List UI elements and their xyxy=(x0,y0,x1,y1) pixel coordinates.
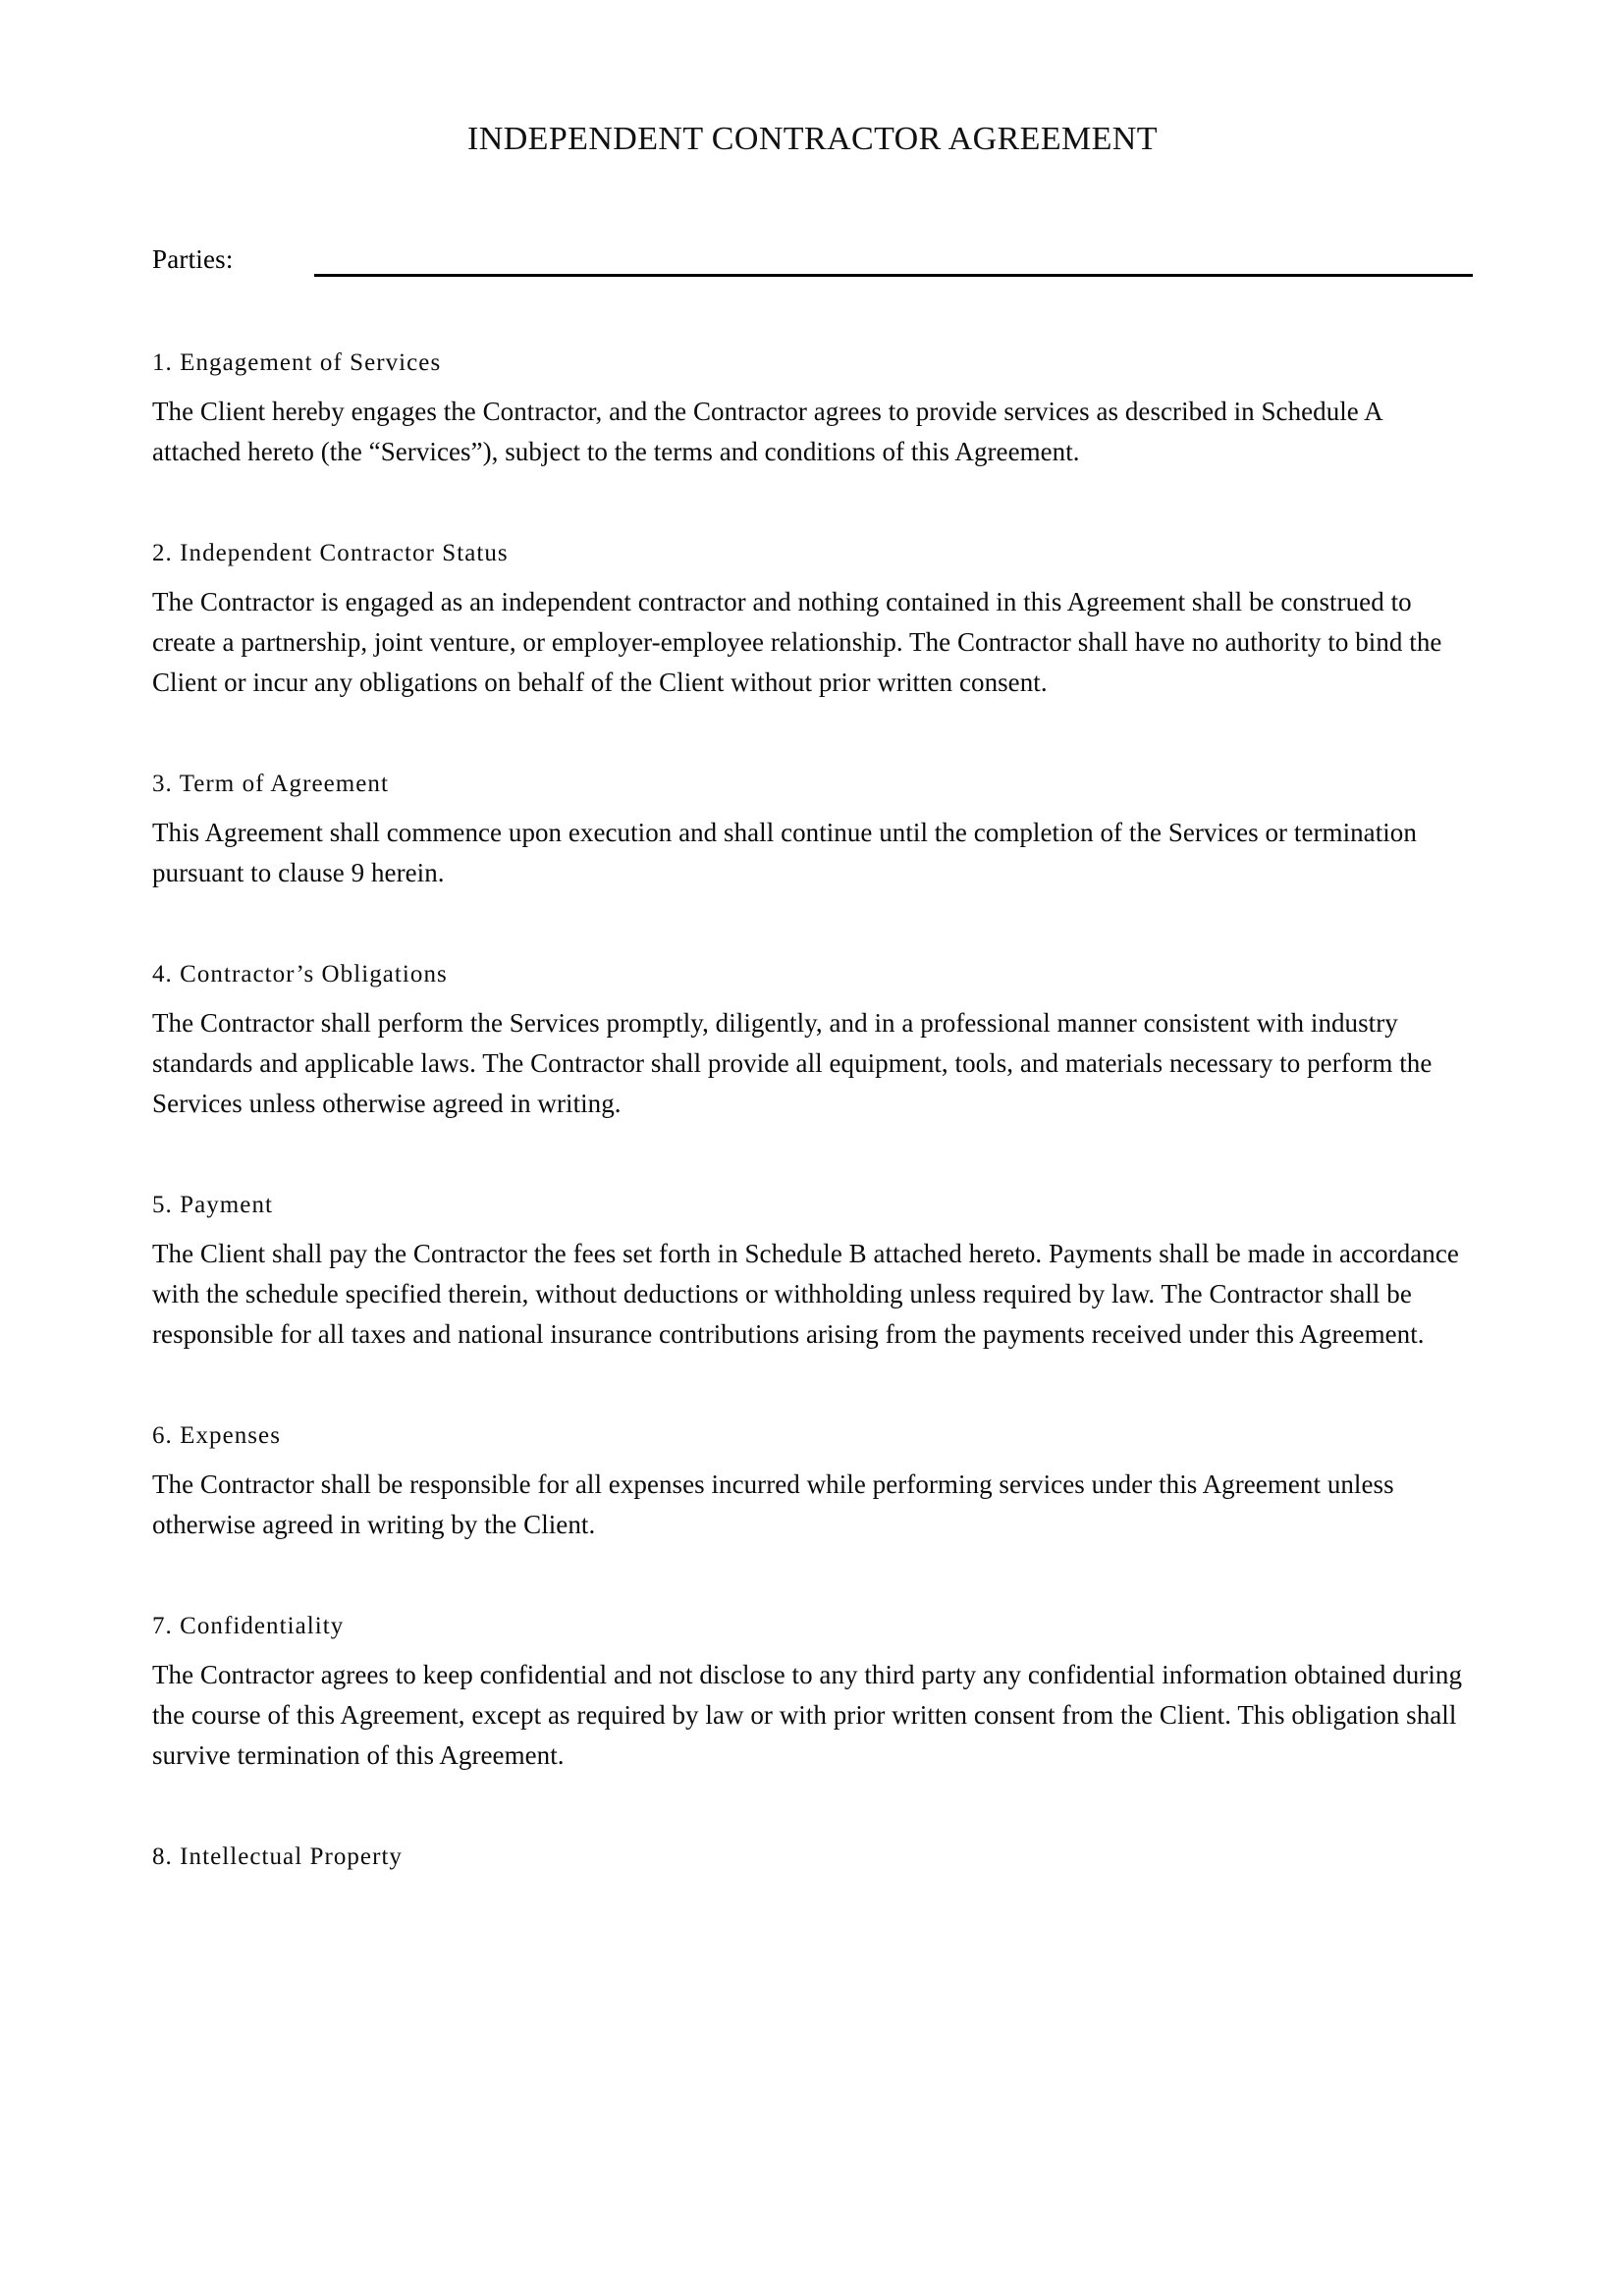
section-body: The Contractor shall be responsible for all expenses incurred while performing services under this Agreement unless otherwise agreed in writing by the Client. xyxy=(152,1469,1394,1539)
document-content-column xyxy=(152,0,1473,1886)
section-body: The Client shall pay the Contractor the fees set forth in Schedule B attached hereto. Payments shall be made in accordance with the schedule specified therein, without deductions or withholding unless required by law. The Contractor shall be responsible for all taxes and national insurance contributions arising from the payments received under this Agreement. xyxy=(152,1239,1459,1349)
section-heading: 1. Engagement of Services xyxy=(152,349,442,376)
parties-row xyxy=(152,242,1473,286)
parties-fill-line[interactable] xyxy=(314,274,1473,277)
section-heading: 3. Term of Agreement xyxy=(152,771,389,797)
section-heading: 4. Contractor’s Obligations xyxy=(152,961,448,988)
section-body: The Client hereby engages the Contractor, and the Contractor agrees to provide services as described in Schedule A attached hereto (the “Services”), subject to the terms and conditions of this Agreement. xyxy=(152,397,1382,466)
section-4-contractors-obligations xyxy=(152,958,1473,1124)
section-5-payment xyxy=(152,1189,1473,1355)
section-heading: 6. Expenses xyxy=(152,1422,281,1449)
section-body: The Contractor agrees to keep confidential and not disclose to any third party any confidential information obtained during the course of this Agreement, except as required by law or with prior written consent from the Client. This obligation shall survive termination of this Agreement. xyxy=(152,1660,1462,1770)
section-heading: 2. Independent Contractor Status xyxy=(152,540,509,566)
section-7-confidentiality xyxy=(152,1610,1473,1776)
section-8-intellectual-property xyxy=(152,1841,1473,1874)
section-6-expenses xyxy=(152,1419,1473,1545)
section-heading: 7. Confidentiality xyxy=(152,1613,345,1639)
section-1-engagement-of-services xyxy=(152,347,1473,472)
parties-label: Parties: xyxy=(152,244,234,274)
page-title: INDEPENDENT CONTRACTOR AGREEMENT xyxy=(467,121,1158,157)
section-heading: 5. Payment xyxy=(152,1192,273,1218)
section-body: The Contractor is engaged as an independent contractor and nothing contained in this Agreement shall be construed to create a partnership, joint venture, or employer-employee relationship. The Contractor shall have no authority to bind the Client or incur any obligations on behalf of the Client without prior written consent. xyxy=(152,587,1442,697)
section-body: This Agreement shall commence upon execution and shall continue until the completion of the Services or termination pursuant to clause 9 herein. xyxy=(152,818,1417,887)
section-3-term-of-agreement xyxy=(152,768,1473,893)
section-2-independent-contractor-status xyxy=(152,537,1473,703)
section-heading: 8. Intellectual Property xyxy=(152,1843,403,1870)
section-body: The Contractor shall perform the Services promptly, diligently, and in a professional manner consistent with industry standards and applicable laws. The Contractor shall provide all equipment, tools, and materials necessary to perform the Services unless otherwise agreed in writing. xyxy=(152,1008,1433,1118)
